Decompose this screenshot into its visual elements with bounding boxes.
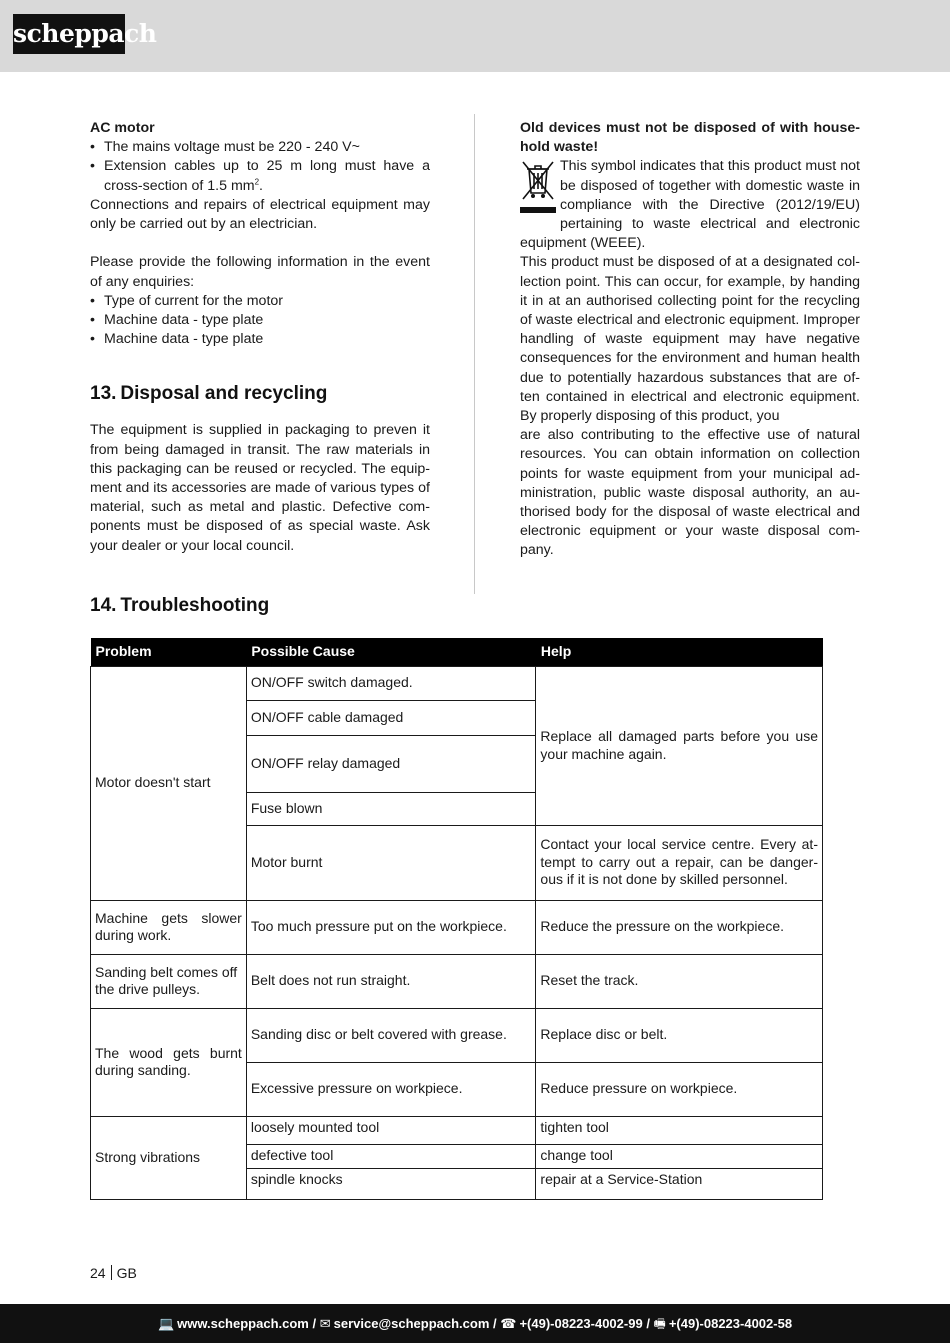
ac-motor-title: AC motor (90, 120, 155, 136)
crossed-bin-icon (520, 159, 556, 215)
weee-text-2: are also contributing to the effective use of natural resources. You can obtain information on collection points for waste equipment from your municipal administration, public waste disposal authority, an authorised body for the disposal of waste electrical and electronic equipment or your waste disposal company. (520, 427, 860, 559)
computer-icon: 💻 (157, 1316, 175, 1331)
enquiries-intro: Please provide the following information in the event of any enquiries: (90, 254, 430, 290)
help-cell: Replace all damaged parts before you use your machine again. (536, 666, 823, 825)
cause-cell: Sanding disc or belt covered with grease. (246, 1008, 536, 1062)
telephone-icon: ☎ (500, 1316, 517, 1331)
cause-cell: Fuse blown (246, 792, 536, 825)
cause-cell: defective tool (246, 1144, 536, 1168)
column-header-help: Help (536, 638, 823, 666)
help-cell: Reset the track. (536, 954, 823, 1008)
column-header-cause: Possible Cause (246, 638, 536, 666)
table-row (91, 1008, 823, 1062)
website-link[interactable]: www.scheppach.com (177, 1316, 309, 1331)
problem-cell: Motor doesn't start (91, 666, 247, 900)
list-item: • Machine data - type plate (90, 311, 430, 330)
list-item: • Extension cables up to 25 m long must have a cross-section of 1.5 $mm^2$. (90, 157, 430, 195)
problem-cell: Strong vibrations (91, 1116, 247, 1199)
cause-cell: ON/OFF switch damaged. (246, 666, 536, 700)
table-row (91, 1116, 823, 1144)
disposal-text: The equipment is supplied in packaging to preven it from being damaged in transit. The raw materials in this packaging can be reused or recycled. The equipment and its accessories are made of various types of material, such as metal and plastic. Defective components must be disposed of as special waste. Ask your dealer or your local council. (90, 422, 430, 554)
cause-cell: ON/OFF cable damaged (246, 700, 536, 735)
ac-motor-text: Connections and repairs of electrical equipment may only be carried out by an electrician. (90, 196, 430, 233)
help-cell: tighten tool (536, 1116, 823, 1144)
list-item: • Machine data - type plate (90, 330, 430, 349)
brand-logo: scheppach (13, 14, 125, 54)
troubleshooting-heading: 14. Troubleshooting (90, 595, 270, 616)
right-column (520, 119, 860, 561)
help-cell: Reduce pressure on workpiece. (536, 1062, 823, 1116)
table-header-row (91, 638, 823, 666)
weee-symbol-block (520, 157, 860, 253)
cause-cell: ON/OFF relay damaged (246, 735, 536, 792)
problem-cell: Sanding belt comes off the drive pulleys. (91, 954, 247, 1008)
cause-cell: spindle knocks (246, 1168, 536, 1199)
troubleshooting-table (90, 638, 823, 1200)
cause-cell: loosely mounted tool (246, 1116, 536, 1144)
weee-title: Old devices must not be disposed of with household waste! (520, 120, 860, 156)
column-header-problem: Problem (91, 638, 247, 666)
table-row (91, 900, 823, 954)
cause-cell: Excessive pressure on workpiece. (246, 1062, 536, 1116)
cause-cell: Belt does not run straight. (246, 954, 536, 1008)
problem-cell: The wood gets burnt during sanding. (91, 1008, 247, 1116)
left-column (90, 119, 430, 556)
table-row (91, 666, 823, 700)
help-cell: Contact your local service centre. Every attempt to carry out a repair, can be dangerous if it is not done by skilled personnel. (536, 825, 823, 900)
disposal-heading: 13. Disposal and recycling (90, 383, 328, 405)
help-cell: repair at a Service-Station (536, 1168, 823, 1199)
ac-motor-list (90, 138, 430, 196)
fax-icon: 🖷 (653, 1316, 666, 1331)
list-item: • Type of current for the motor (90, 292, 430, 311)
enquiries-list (90, 292, 430, 350)
column-divider (474, 114, 475, 594)
weee-text-1: This product must be disposed of at a designated collection point. This can occur, for example, by handing it in at an authorised collecting point for the recycling of waste electrical and electronic equipment. Improper handling of waste equipment may have negative consequences for the environment and human health due to potentially hazardous substances that are often contained in electrical and electronic equipment. By properly disposing of this product, you (520, 254, 860, 425)
phone-number: +(49)-08223-4002-99 (519, 1316, 643, 1331)
cause-cell: Motor burnt (246, 825, 536, 900)
list-item: • The mains voltage must be 220 - 240 V~ (90, 138, 430, 157)
cause-cell: Too much pressure put on the workpiece. (246, 900, 536, 954)
header-band (0, 0, 950, 72)
problem-cell: Machine gets slower during work. (91, 900, 247, 954)
email-link[interactable]: service@scheppach.com (333, 1316, 490, 1331)
page-number: 24 GB (90, 1265, 137, 1281)
footer-bar: 💻 www.scheppach.com / ✉ service@scheppach.com / ☎ +(49)-08223-4002-99 / 🖷 +(49)-08223-4002-58 (0, 1304, 950, 1343)
fax-number: +(49)-08223-4002-58 (668, 1316, 793, 1331)
help-cell: Reduce the pressure on the workpiece. (536, 900, 823, 954)
table-row (91, 954, 823, 1008)
envelope-icon: ✉ (319, 1316, 331, 1331)
weee-symbol-text: This symbol indicates that this product must not be disposed of together with domestic waste in compliance with the Directive (2012/19/EU) pertaining to waste electrical and electronic equipment (WEEE). (520, 158, 860, 252)
help-cell: Replace disc or belt. (536, 1008, 823, 1062)
help-cell: change tool (536, 1144, 823, 1168)
